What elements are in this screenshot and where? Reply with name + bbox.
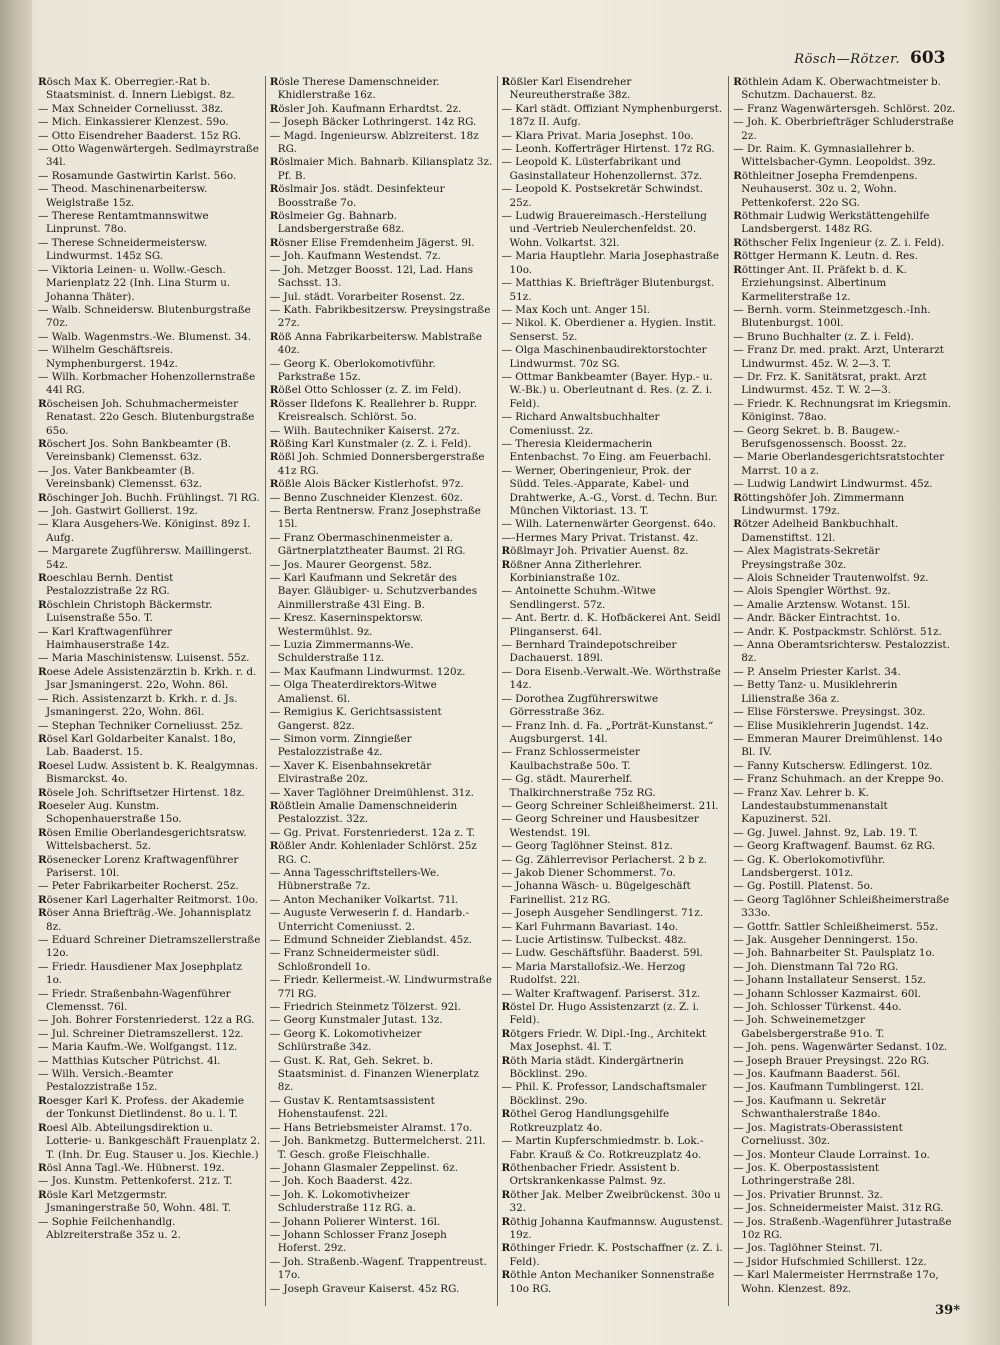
directory-entry: — Franz Wagenwärtersgeh. Schlörst. 20z. xyxy=(733,102,956,115)
directory-entry: Röschert Jos. Sohn Bankbeamter (B. Vereinsbank) Clemensst. 63z. xyxy=(38,437,232,464)
directory-entry: Röttinger Ant. II. Präfekt b. d. K. Erziehungsinst. Albertinum Karmeliterstraße 1z. xyxy=(733,263,907,303)
directory-entry: — Anton Mechaniker Volkartst. 71l. xyxy=(269,893,459,906)
directory-entry: — Georg Taglöhner Steinst. 81z. xyxy=(501,840,673,853)
directory-entry: — Wilh. Bautechniker Kaiserst. 27z. xyxy=(269,424,460,437)
directory-entry: — Gg. städt. Maurerhelf. Thalkirchnerstraße 75z RG. xyxy=(501,773,656,799)
directory-entry: Rösler Joh. Kaufmann Erhardtst. 2z. xyxy=(269,102,462,115)
directory-entry: — Auguste Verweserin f. d. Handarb.-Unterricht Comeniusst. 2. xyxy=(269,907,469,933)
directory-entry: — Maria Maschinistensw. Luisenst. 55z. xyxy=(38,652,250,665)
directory-entry: — Simon vorm. Zinngießer Pestalozzistraße 4z. xyxy=(269,732,412,759)
directory-entry: — Leopold K. Postsekretär Schwindst. 25z. xyxy=(501,183,703,209)
directory-entry: — Franz Schlossermeister Kaulbachstraße 50o. T. xyxy=(501,746,640,772)
directory-entry: — Stephan Techniker Corneliusst. 25z. xyxy=(38,719,243,732)
directory-entry: — Joh. Koch Baaderst. 42z. xyxy=(269,1175,413,1188)
directory-entry: — Joh. K. Lokomotivheizer Schluderstraße 11z RG. a. xyxy=(269,1188,417,1215)
directory-entry: — Jul. Schreiner Dietramszellerst. 12z. xyxy=(38,1027,244,1040)
directory-entry: — Joh. Straßenb.-Wagenf. Trappentreust. 17o. xyxy=(269,1255,487,1282)
directory-entry: — Sophie Feilchenhandlg. Ablzreiterstraße 35z u. 2. xyxy=(38,1215,181,1241)
directory-entry: Röttger Hermann K. Leutn. d. Res. xyxy=(733,250,918,263)
directory-entry: — Magd. Ingenieursw. Ablzreiterst. 18z RG. xyxy=(269,129,479,156)
directory-entry: — Friedr. Hausdiener Max Josephplatz 1o. xyxy=(38,960,243,987)
directory-entry: — Maria Marstallofsiz.-We. Herzog Rudolfst. 22l. xyxy=(501,960,686,987)
directory-entry: Röschlein Christoph Bäckermstr. Luisenstraße 55o. T. xyxy=(38,598,213,625)
directory-entry: Rößlmayr Joh. Privatier Auenst. 8z. xyxy=(501,545,689,558)
directory-entry: Rösle Therese Damenschneider. Khidlerstraße 16z. xyxy=(269,76,440,102)
directory-entry: Roesl Alb. Abteilungsdirektion u. Lotterie- u. Bankgeschäft Frauenplatz 2. T. (Inh. Dr. Eug. Stauser u. Jos. Kiechle.) xyxy=(38,1121,261,1161)
directory-entry: — Kresz. Kaserninspektorsw. Westermühlst. 9z. xyxy=(269,612,423,638)
directory-entry: Rösch Max K. Oberregier.-Rat b. Staatsminist. d. Innern Liebigst. 8z. xyxy=(38,76,235,102)
directory-entry: — Joseph Brauer Preysingst. 22o RG. xyxy=(733,1054,930,1067)
directory-entry: — Franz Schuhmach. an der Kreppe 9o. xyxy=(733,773,944,786)
directory-entry: Röthmair Ludwig Werkstättengehilfe Landsbergerst. 148z RG. xyxy=(733,210,930,236)
directory-entry: — Werner, Oberingenieur, Prok. der Südd. Teles.-Apparate, Kabel- und Drahtwerke, A.-G., Vorst. d. Techn. Bur. München Viktoriast. 13. T. xyxy=(501,464,718,517)
directory-entry: — Jos. Vater Bankbeamter (B. Vereinsbank) Clemensst. 63z. xyxy=(38,464,202,491)
directory-entry: — Joh. Schweinemetzger Gabelsbergerstraße 91o. T. xyxy=(733,1014,885,1040)
directory-entry: Röthig Johanna Kaufmannsw. Augustenst. 19z. xyxy=(501,1215,723,1241)
directory-entry: — Johann Installateur Senserst. 15z. xyxy=(733,974,927,987)
directory-entry: Rösele Joh. Schriftsetzer Hirtenst. 18z. xyxy=(38,786,245,799)
directory-entry: — Gg. Privat. Forstenriederst. 12a z. T. xyxy=(269,826,476,839)
directory-entry: Rötgers Friedr. W. Dipl.-Ing., Architekt Max Josephst. 4l. T. xyxy=(501,1027,707,1054)
column-1 xyxy=(34,76,265,1306)
directory-entry: — Walb. Schneidersw. Blutenburgstraße 70z. xyxy=(38,303,251,330)
directory-entry: Röthleitner Josepha Fremdenpens. Neuhauserst. 30z u. 2, Wohn. Pettenkoferst. 22o SG. xyxy=(733,169,918,209)
directory-entry: — Bruno Buchhalter (z. Z. i. Feld). xyxy=(733,330,914,343)
directory-entry: — Johann Polierer Winterst. 16l. xyxy=(269,1215,441,1228)
directory-entry: Rötzer Adelheid Bankbuchhalt. Damenstiftst. 12l. xyxy=(733,518,899,544)
directory-entry: — P. Anselm Priester Karlst. 34. xyxy=(733,665,901,678)
directory-entry: Rößler Karl Eisendreher Neureutherstraße 38z. xyxy=(501,76,632,102)
signature-mark: 39* xyxy=(935,1303,960,1318)
directory-entry: — Walter Kraftwagenf. Pariserst. 31z. xyxy=(501,987,701,1000)
directory-entry: — Klara Privat. Maria Josephst. 10o. xyxy=(501,129,694,142)
directory-entry: Rösser Ildefons K. Reallehrer b. Ruppr. Kreisrealsch. Schlörst. 5o. xyxy=(269,397,477,424)
directory-entry: — Johann Glasmaler Zeppelinst. 6z. xyxy=(269,1161,459,1174)
directory-entry: — Jos. Schneidermeister Maist. 31z RG. xyxy=(733,1202,944,1215)
directory-entry: — Johanna Wäsch- u. Bügelgeschäft Farinellist. 21z RG. xyxy=(501,880,691,906)
directory-entry: — Joh. Dienstmann Tal 72o RG. xyxy=(733,960,899,973)
directory-entry: — Martin Kupferschmiedmstr. b. Lok.-Fabr. Krauß & Co. Rotkreuzplatz 4o. xyxy=(501,1135,704,1161)
directory-entry: — Georg Sekret. b. B. Baugew.-Berufsgenossensch. Boosst. 2z. xyxy=(733,424,907,450)
directory-entry: — Max Koch unt. Anger 15l. xyxy=(501,303,651,316)
directory-entry: — Jos. K. Oberpostassistent Lothringerstraße 28l. xyxy=(733,1161,880,1188)
directory-entry: — Therese Rentamtmannswitwe Linprunst. 78o. xyxy=(38,210,209,236)
directory-entry: — Rich. Assistenzarzt b. Krkh. r. d. Js. Jsmaningerst. 22o, Wohn. 86l. xyxy=(38,692,238,719)
directory-entry: — Joh. Bankmetzg. Buttermelcherst. 21l. T. Gesch. große Fleischhalle. xyxy=(269,1135,486,1161)
directory-entry: — Georg Kunstmaler Jutast. 13z. xyxy=(269,1014,443,1027)
directory-entry: — Otto Wagenwärtergeh. Sedlmayrstraße 34l. xyxy=(38,143,259,169)
directory-entry: — Johann Schlosser Kazmairst. 60l. xyxy=(733,987,921,1000)
directory-entry: — Georg Schreiner und Hausbesitzer Westendst. 19l. xyxy=(501,813,699,839)
directory-entry: — Maria Kaufm.-We. Wolfgangst. 11z. xyxy=(38,1041,238,1054)
directory-entry: Rösel Karl Goldarbeiter Kanalst. 18o, Lab. Baaderst. 15. xyxy=(38,732,237,759)
directory-entry: — Joh. Schlosser Türkenst. 44o. xyxy=(733,1001,902,1014)
directory-entry: — Therese Schneidermeistersw. Lindwurmst. 145z SG. xyxy=(38,236,208,263)
directory-entry: — Ludwig Brauereimasch.-Herstellung und -Vertrieb Neulerchenfeldst. 20. Wohn. Volkartst. 32l. xyxy=(501,210,707,249)
directory-entry: — Walb. Wagenmstrs.-We. Blumenst. 34. xyxy=(38,330,252,343)
directory-entry: — Nikol. K. Oberdiener a. Hygien. Instit. Senserst. 5z. xyxy=(501,317,717,343)
directory-entry: — Joh. Kaufmann Westendst. 7z. xyxy=(269,250,441,263)
directory-entry: Rößing Karl Kunstmaler (z. Z. i. Feld). xyxy=(269,437,472,450)
directory-entry: Rösenecker Lorenz Kraftwagenführer Pariserst. 10l. xyxy=(38,853,239,879)
directory-entry: — Friedr. K. Rechnungsrat im Kriegsmin. Königinst. 78ao. xyxy=(733,397,952,424)
directory-entry: — Fanny Kutschersw. Edlingerst. 10z. xyxy=(733,759,933,772)
directory-entry: — Jakob Diener Schommerst. 7o. xyxy=(501,866,676,879)
directory-entry: — Karl Fuhrmann Bavariast. 14o. xyxy=(501,920,679,933)
directory-entry: — Joseph Ausgeher Sendlingerst. 71z. xyxy=(501,907,704,920)
directory-entry: — Elise Musiklehrerin Jugendst. 14z. xyxy=(733,719,929,732)
directory-entry: — Klara Ausgehers-We. Königinst. 89z I. Aufg. xyxy=(38,518,251,544)
directory-entry: — Joh. Bohrer Forstenriederst. 12z a RG. xyxy=(38,1014,255,1027)
column-4 xyxy=(728,76,960,1306)
directory-entry: — Amalie Arztensw. Wotanst. 15l. xyxy=(733,598,911,611)
directory-entry: — Friedr. Kellermeist.-W. Lindwurmstraße 77l RG. xyxy=(269,974,492,1000)
directory-entry: — Wilhelm Geschäftsreis. Nymphenburgerst. 194z. xyxy=(38,344,178,370)
directory-entry: — Xaver K. Eisenbahnsekretär Elvirastraße 20z. xyxy=(269,759,432,786)
directory-entry: — Ludw. Geschäftsführ. Baaderst. 59l. xyxy=(501,947,703,960)
directory-entry: Röthle Anton Mechaniker Sonnenstraße 10o RG. xyxy=(501,1269,715,1295)
directory-entry: — Jos. Kaufmann Tumblingerst. 12l. xyxy=(733,1081,924,1094)
directory-entry: — Theod. Maschinenarbeitersw. Weiglstraße 15z. xyxy=(38,183,208,209)
directory-entry: — Margarete Zugführersw. Maillingerst. 54z. xyxy=(38,545,252,571)
directory-entry: Rößl Joh. Schmied Donnersbergerstraße 41z RG. xyxy=(269,451,485,477)
directory-entry: Rösener Karl Lagerhalter Reitmorst. 10o. xyxy=(38,893,258,906)
directory-entry: Röslmeier Gg. Bahnarb. Landsbergerstraße 68z. xyxy=(269,210,405,236)
directory-entry: — Gottfr. Sattler Schleißheimerst. 55z. xyxy=(733,920,939,933)
page-number: 603 xyxy=(910,48,946,68)
directory-entry: — Joseph Graveur Kaiserst. 45z RG. xyxy=(269,1282,460,1295)
directory-entry: — Dorothea Zugführerswitwe Görresstraße 36z. xyxy=(501,692,659,719)
directory-entry: — Xaver Taglöhner Dreimühlenst. 31z. xyxy=(269,786,474,799)
column-2 xyxy=(265,76,497,1306)
directory-entry: — Franz Dr. med. prakt. Arzt, Unterarzt Lindwurmst. 45z. W. 2—3. T. xyxy=(733,344,944,370)
directory-entry: — Anna Tagesschriftstellers-We. Hübnerstraße 7z. xyxy=(269,866,440,893)
directory-entry: — Alex Magistrats-Sekretär Preysingstraße 30z. xyxy=(733,545,880,571)
directory-entry: — Andr. K. Postpackmstr. Schlörst. 51z. xyxy=(733,625,942,638)
directory-entry: — Dora Eisenb.-Verwalt.-We. Wörthstraße 14z. xyxy=(501,665,721,692)
directory-entry: — Anna Oberamtsrichtersw. Pestalozzist. 8z. xyxy=(733,639,950,665)
directory-entry: Röstel Dr. Hugo Assistenzarzt (z. Z. i. Feld). xyxy=(501,1001,700,1027)
directory-entry: — Jos. Kaufmann Baaderst. 56l. xyxy=(733,1068,901,1081)
directory-entry: — Georg Kraftwagenf. Baumst. 6z RG. xyxy=(733,840,936,853)
directory-entry: — Max Kaufmann Lindwurmst. 120z. xyxy=(269,665,466,678)
directory-entry: — Bernh. vorm. Steinmetzgesch.-Inh. Blutenburgst. 100l. xyxy=(733,303,931,330)
directory-entry: — Matthias Kutscher Pütrichst. 4l. xyxy=(38,1054,221,1067)
directory-entry: — Alois Spengler Wörthst. 9z. xyxy=(733,585,891,598)
directory-entry: — Jos. Kaufmann u. Sekretär Schwanthalerstraße 184o. xyxy=(733,1094,886,1121)
directory-entry: — Alois Schneider Trautenwolfst. 9z. xyxy=(733,572,929,585)
column-3 xyxy=(497,76,729,1306)
directory-entry: — Joh. Bahnarbeiter St. Paulsplatz 1o. xyxy=(733,947,935,960)
directory-entry: Röschinger Joh. Buchh. Frühlingst. 7l RG. xyxy=(38,491,260,504)
directory-entry: — Edmund Schneider Zieblandst. 45z. xyxy=(269,934,473,946)
directory-entry: Rösl Anna Tagl.-We. Hübnerst. 19z. xyxy=(38,1161,225,1174)
directory-entry: — Viktoria Leinen- u. Wollw.-Gesch. Marienplatz 22 (Inh. Lina Sturm u. Johanna Thäter). xyxy=(38,263,231,303)
directory-entry: — Betty Tanz- u. Musiklehrerin Lilienstraße 36a z. xyxy=(733,679,898,705)
directory-entry: — Hans Betriebsmeister Alramst. 17o. xyxy=(269,1121,473,1134)
directory-entry: — Gg. Zählerrevisor Perlacherst. 2 b z. xyxy=(501,853,708,866)
directory-entry: — Antoinette Schuhm.-Witwe Sendlingerst. 57z. xyxy=(501,585,656,611)
directory-entry: — Franz Schneidermeister südl. Schloßrondell 1o. xyxy=(269,947,440,973)
directory-entry: — Jos. Taglöhner Steinst. 7l. xyxy=(733,1242,883,1255)
directory-entry: — Gustav K. Rentamtsassistent Hohenstaufenst. 22l. xyxy=(269,1094,435,1121)
directory-entry: Rösle Karl Metzgermstr. Jsmaningerstraße 50, Wohn. 48l. T. xyxy=(38,1188,231,1215)
directory-entry: Röttingshöfer Joh. Zimmermann Lindwurmst. 179z. xyxy=(733,491,905,517)
directory-entry: — Joh. K. Oberbriefträger Schluderstraße 2z. xyxy=(733,116,954,142)
directory-entry: — Jsidor Hufschmied Schillerst. 12z. xyxy=(733,1255,927,1268)
directory-entry: — Wilh. Korbmacher Hohenzollernstraße 44l RG. xyxy=(38,370,256,397)
directory-entry: — Dr. Raim. K. Gymnasiallehrer b. Wittelsbacher-Gymn. Leopoldst. 39z. xyxy=(733,143,936,169)
directory-entry: — Karl städt. Offiziant Nymphenburgerst. 187z II. Aufg. xyxy=(501,102,723,129)
directory-entry: — Elise Försterswe. Preysingst. 30z. xyxy=(733,706,926,719)
running-head: Rösch—Rötzer. xyxy=(794,52,900,67)
directory-entry: — Georg K. Lokomotivheizer Schlürstraße 34z. xyxy=(269,1027,422,1054)
directory-entry: — Gg. Postill. Platenst. 5o. xyxy=(733,880,874,893)
directory-entry: — Friedrich Steinmetz Tölzerst. 92l. xyxy=(269,1001,461,1014)
directory-entry: Röslmaier Mich. Bahnarb. Kiliansplatz 3z. Pf. B. xyxy=(269,156,493,182)
directory-entry: Röthscher Felix Ingenieur (z. Z. i. Feld). xyxy=(733,236,945,249)
directory-entry: — Otto Eisendreher Baaderst. 15z RG. xyxy=(38,129,242,142)
directory-entry: — Ottmar Bankbeamter (Bayer. Hyp.- u. W.-Bk.) u. Oberleutnant d. Res. (z. Z. i. Feld). xyxy=(501,370,713,410)
directory-entry: — Richard Anwaltsbuchhalter Comeniusst. 2z. xyxy=(501,411,660,437)
directory-entry: — Karl Kraftwagenführer Haimhauserstraße 14z. xyxy=(38,625,173,652)
directory-entry: — Bernhard Traindepotschreiber Dachauerst. 189l. xyxy=(501,639,677,665)
directory-entry: — Theresia Kleidermacherin Entenbachst. 7o Eing. am Feuerbachl. xyxy=(501,437,712,464)
directory-entry: Röthel Gerog Handlungsgehilfe Rotkreuzplatz 4o. xyxy=(501,1108,670,1134)
directory-entry: — Peter Fabrikarbeiter Rocherst. 25z. xyxy=(38,880,239,893)
directory-entry: — Matthias K. Briefträger Blutenburgst. 51z. xyxy=(501,277,715,303)
directory-entry: — Olga Maschinenbaudirektorstochter Lindwurmst. 70z SG. xyxy=(501,344,707,370)
directory-entry: Rößler Andr. Kohlenlader Schlörst. 25z RG. C. xyxy=(269,840,477,866)
directory-entry: Rößle Alois Bäcker Kistlerhofst. 97z. xyxy=(269,478,464,491)
directory-entry: — Lucie Artistinsw. Tulbeckst. 48z. xyxy=(501,934,687,946)
directory-entry: Roeschlau Bernh. Dentist Pestalozzistraße 2z RG. xyxy=(38,572,174,598)
directory-entry: — Jos. Privatier Brunnst. 3z. xyxy=(733,1188,883,1201)
directory-entry: Röß Anna Fabrikarbeitersw. Mablstraße 40z. xyxy=(269,330,482,357)
directory-entry: Röther Jak. Melber Zweibrückenst. 30o u 32. xyxy=(501,1188,721,1215)
directory-entry: — Gg. K. Oberlokomotivführ. Landsbergerst. 101z. xyxy=(733,853,886,879)
directory-entry: Roeseler Aug. Kunstm. Schopenhauerstraße 15o. xyxy=(38,799,182,826)
directory-entry: — Leopold K. Lüsterfabrikant und Gasinstallateur Hohenzollernst. 37z. xyxy=(501,156,703,182)
directory-entry: — Joseph Bäcker Lothringerst. 14z RG. xyxy=(269,116,477,129)
directory-entry: — Max Schneider Corneliusst. 38z. xyxy=(38,102,224,115)
directory-entry: — Wilh. Versich.-Beamter Pestalozzistraße 15z. xyxy=(38,1068,173,1094)
directory-entry: — Wilh. Laternenwärter Georgenst. 64o. xyxy=(501,518,717,531)
directory-entry: — Mich. Einkassierer Klenzest. 59o. xyxy=(38,116,229,129)
directory-entry: — Jos. Maurer Georgenst. 58z. xyxy=(269,558,432,571)
directory-entry: — Luzia Zimmermanns-We. Schulderstraße 11z. xyxy=(269,639,414,665)
directory-entry: — Andr. Bäcker Eintrachtst. 1o. xyxy=(733,612,901,625)
directory-entry: — Jos. Straßenb.-Wagenführer Jutastraße 10z RG. xyxy=(733,1215,952,1241)
directory-entry: — Rosamunde Gastwirtin Karlst. 56o. xyxy=(38,169,237,182)
directory-entry: — Karl Malermeister Herrnstraße 17o, Wohn. Klenzest. 89z. xyxy=(733,1269,939,1295)
directory-entry: — Georg Schreiner Schleißheimerst. 21l. xyxy=(501,799,719,812)
directory-entry: — Friedr. Straßenbahn-Wagenführer Clemensst. 76l. xyxy=(38,987,231,1014)
directory-entry: — Remigius K. Gerichtsassistent Gangerst. 82z. xyxy=(269,706,442,732)
directory-entry: Rößel Otto Schlosser (z. Z. im Feld). xyxy=(269,384,462,397)
directory-entry: — Joh. Metzger Boosst. 12l, Lad. Hans Sachsst. 13. xyxy=(269,263,474,290)
directory-columns xyxy=(34,76,960,1306)
directory-entry: — Jul. städt. Vorarbeiter Rosenst. 2z. xyxy=(269,290,465,303)
directory-entry: Röser Anna Briefträg.-We. Johannisplatz 8z. xyxy=(38,907,251,933)
directory-entry: — Franz Obermaschinenmeister a. Gärtnerplatztheater Baumst. 2l RG. xyxy=(269,531,466,558)
directory-entry: — Georg K. Oberlokomotivführ. Parkstraße 15z. xyxy=(269,357,436,383)
directory-entry: — Jak. Ausgeher Denningerst. 15o. xyxy=(733,934,919,946)
directory-entry: Röth Maria städt. Kindergärtnerin Böcklinst. 29o. xyxy=(501,1054,684,1081)
directory-entry: —-Hermes Mary Privat. Tristanst. 4z. xyxy=(501,531,699,544)
directory-entry: — Maria Hauptlehr. Maria Josephastraße 10o. xyxy=(501,250,720,276)
directory-entry: — Dr. Frz. K. Sanitätsrat, prakt. Arzt Lindwurmst. 45z. T. W. 2—3. xyxy=(733,370,927,397)
directory-entry: Röthenbacher Friedr. Assistent b. Ortskrankenkasse Palmst. 9z. xyxy=(501,1161,680,1188)
directory-entry: — Ant. Bertr. d. K. Hofbäckerei Ant. Seidl Plinganserst. 64l. xyxy=(501,612,721,638)
directory-entry: Rößtlein Amalie Damenschneiderin Pestalozzist. 32z. xyxy=(269,799,458,826)
directory-entry: Roese Adele Assistenzärztin b. Krkh. r. d. Jsar Jsmaningerst. 22o, Wohn. 86l. xyxy=(38,665,257,692)
directory-entry: Rösen Emilie Oberlandesgerichtsratsw. Wittelsbacherst. 5z. xyxy=(38,826,247,853)
directory-entry: — Jos. Magistrats-Oberassistent Corneliusst. 30z. xyxy=(733,1121,903,1148)
directory-entry: — Jos. Kunstm. Pettenkoferst. 21z. T. xyxy=(38,1175,233,1188)
directory-entry: — Emmeran Maurer Dreimühlenst. 14o Bl. IV. xyxy=(733,732,943,759)
directory-entry: — Benno Zuschneider Klenzest. 60z. xyxy=(269,491,463,504)
directory-entry: Rösner Elise Fremdenheim Jägerst. 9l. xyxy=(269,236,475,249)
directory-entry: — Kath. Fabrikbesitzersw. Preysingstraße 27z. xyxy=(269,303,491,330)
directory-entry: — Karl Kaufmann und Sekretär des Bayer. Gläubiger- u. Schutzverbandes Ainmillerstraße 43l Eing. B. xyxy=(269,572,478,611)
directory-entry: — Georg Taglöhner Schleißheimerstraße 333o. xyxy=(733,893,950,920)
directory-entry: — Joh. Gastwirt Gollierst. 19z. xyxy=(38,505,198,517)
directory-entry: — Gg. Juwel. Jahnst. 9z, Lab. 19. T. xyxy=(733,826,918,839)
directory-entry: — Berta Rentnersw. Franz Josephstraße 15l. xyxy=(269,505,481,531)
directory-entry: — Marie Oberlandesgerichtsratstochter Marrst. 10 a z. xyxy=(733,451,945,477)
directory-entry: — Ludwig Landwirt Lindwurmst. 45z. xyxy=(733,478,933,491)
directory-entry: — Phil. K. Professor, Landschaftsmaler Böcklinst. 29o. xyxy=(501,1081,707,1107)
directory-entry: Roesger Karl K. Profess. der Akademie der Tonkunst Dietlindenst. 8o u. l. T. xyxy=(38,1094,245,1121)
directory-entry: Roesel Ludw. Assistent b. K. Realgymnas. Bismarckst. 4o. xyxy=(38,759,258,786)
directory-entry: — Johann Schlosser Franz Joseph Hoferst. 29z. xyxy=(269,1228,447,1255)
directory-entry: — Franz Inh. d. Fa. „Porträt-Kunstanst.“ Augsburgerst. 14l. xyxy=(501,719,714,745)
directory-entry: — Gust. K. Rat, Geh. Sekret. b. Staatsminist. d. Finanzen Wienerplatz 8z. xyxy=(269,1054,479,1094)
directory-entry: — Jos. Monteur Claude Lorrainst. 1o. xyxy=(733,1148,930,1161)
directory-entry: Rößner Anna Zitherlehrer. Korbinianstraße 10z. xyxy=(501,558,642,585)
directory-entry: Röthlein Adam K. Oberwachtmeister b. Schutzm. Dachauerst. 8z. xyxy=(733,76,941,102)
directory-entry: — Leonh. Kofferträger Hirtenst. 17z RG. xyxy=(501,143,715,156)
directory-entry: Röscheisen Joh. Schuhmachermeister Renatast. 22o Gesch. Blutenburgstraße 65o. xyxy=(38,397,255,437)
directory-entry: — Olga Theaterdirektors-Witwe Amalienst. 6l. xyxy=(269,679,437,705)
directory-entry: Röslmair Jos. städt. Desinfekteur Boosstraße 7o. xyxy=(269,183,445,209)
directory-entry: — Franz Xav. Lehrer b. K. Landestaubstummenanstalt Kapuzinerst. 52l. xyxy=(733,786,888,826)
directory-entry: Röthinger Friedr. K. Postschaffner (z. Z. i. Feld). xyxy=(501,1242,723,1268)
directory-entry: — Eduard Schreiner Dietramszellerstraße 12o. xyxy=(38,934,261,960)
book-gutter xyxy=(0,0,32,1345)
directory-entry: — Joh. pens. Wagenwärter Sedanst. 10z. xyxy=(733,1041,948,1054)
